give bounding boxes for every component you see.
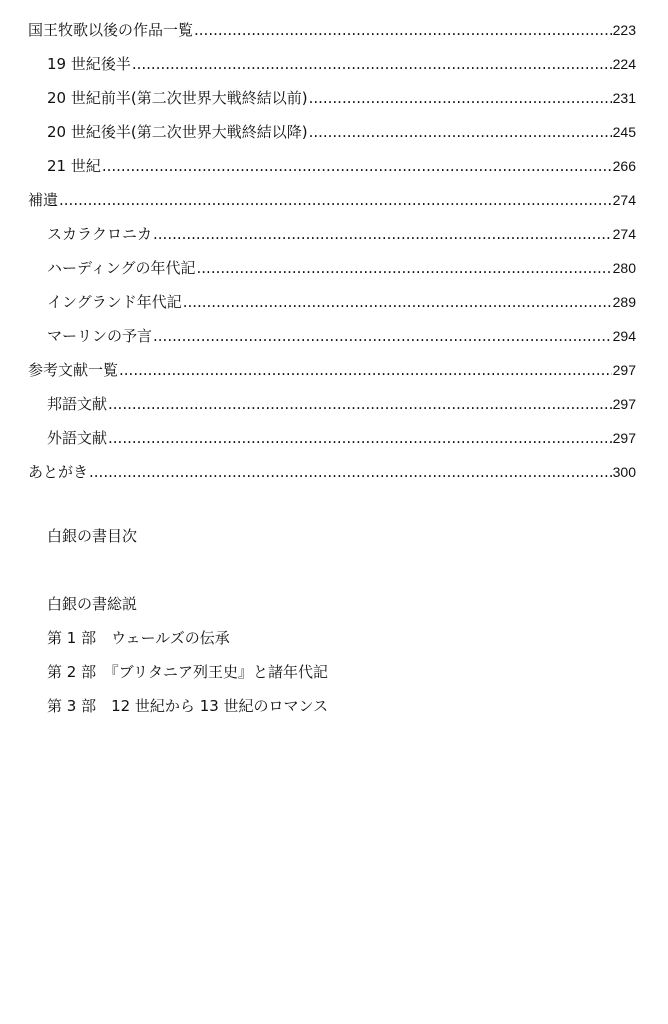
toc-page-number: 300	[612, 464, 636, 480]
toc-entry[interactable]	[0, 353, 668, 387]
toc-leader-dots	[108, 421, 612, 455]
toc-page-number: 266	[612, 158, 636, 174]
series-list-item[interactable]: 第 2 部 『ブリタニア列王史』と諸年代記	[47, 663, 328, 681]
toc-entry-title: 邦語文献	[47, 395, 108, 413]
toc-entry-title: 外語文献	[47, 429, 108, 447]
series-list-item[interactable]: 白銀の書総説	[47, 595, 138, 613]
toc-entry-title: 20 世紀前半(第二次世界大戦終結以前)	[47, 89, 308, 107]
toc-leader-dots	[194, 13, 612, 47]
toc-entry[interactable]	[0, 217, 668, 251]
toc-page-number: 224	[612, 56, 636, 72]
toc-entry[interactable]	[0, 285, 668, 319]
toc-entry[interactable]	[0, 421, 668, 455]
toc-page-number: 297	[612, 430, 636, 446]
toc-entry[interactable]	[0, 47, 668, 81]
toc-entry[interactable]	[0, 183, 668, 217]
toc-entry-title: あとがき	[28, 463, 89, 481]
toc-page-number: 294	[612, 328, 636, 344]
series-list-item[interactable]: 第 3 部 12 世紀から 13 世紀のロマンス	[47, 697, 329, 715]
toc-entry-title: イングランド年代記	[47, 293, 182, 311]
toc-page-number: 297	[612, 362, 636, 378]
toc-leader-dots	[183, 285, 612, 319]
toc-leader-dots	[119, 353, 612, 387]
toc-page-number: 274	[612, 192, 636, 208]
toc-entry-title: ハーディングの年代記	[47, 259, 196, 277]
toc-entry[interactable]	[0, 387, 668, 421]
toc-page-number: 297	[612, 396, 636, 412]
series-list-heading: 白銀の書目次	[47, 527, 138, 545]
toc-leader-dots	[153, 319, 612, 353]
spacer	[47, 553, 627, 587]
toc-entry[interactable]	[0, 455, 668, 489]
toc-page-number: 231	[612, 90, 636, 106]
toc-entry[interactable]	[0, 81, 668, 115]
toc-entry[interactable]	[0, 251, 668, 285]
toc-page-number: 280	[612, 260, 636, 276]
toc-entry-title: 20 世紀後半(第二次世界大戦終結以降)	[47, 123, 308, 141]
table-of-contents	[0, 13, 668, 489]
toc-leader-dots	[59, 183, 612, 217]
toc-entry-title: 補遺	[28, 191, 59, 209]
toc-entry-title: 21 世紀	[47, 157, 101, 175]
toc-leader-dots	[309, 81, 612, 115]
toc-leader-dots	[132, 47, 612, 81]
toc-entry-title: 参考文献一覧	[28, 361, 119, 379]
series-contents-list	[47, 519, 627, 723]
toc-leader-dots	[102, 149, 612, 183]
toc-entry[interactable]	[0, 115, 668, 149]
toc-entry-title: スカラクロニカ	[47, 225, 153, 243]
toc-leader-dots	[197, 251, 612, 285]
toc-entry[interactable]	[0, 149, 668, 183]
toc-entry[interactable]	[0, 319, 668, 353]
toc-page-number: 223	[612, 22, 636, 38]
toc-entry-title: 19 世紀後半	[47, 55, 131, 73]
toc-leader-dots	[153, 217, 612, 251]
toc-leader-dots	[89, 455, 612, 489]
toc-entry-title: マーリンの予言	[47, 327, 153, 345]
toc-entry-title: 国王牧歌以後の作品一覧	[28, 21, 194, 39]
toc-page-number: 289	[612, 294, 636, 310]
toc-leader-dots	[108, 387, 612, 421]
toc-page-number: 245	[612, 124, 636, 140]
series-list-item[interactable]: 第 1 部 ウェールズの伝承	[47, 629, 230, 647]
toc-page-number: 274	[612, 226, 636, 242]
toc-leader-dots	[309, 115, 612, 149]
toc-entry[interactable]	[0, 13, 668, 47]
